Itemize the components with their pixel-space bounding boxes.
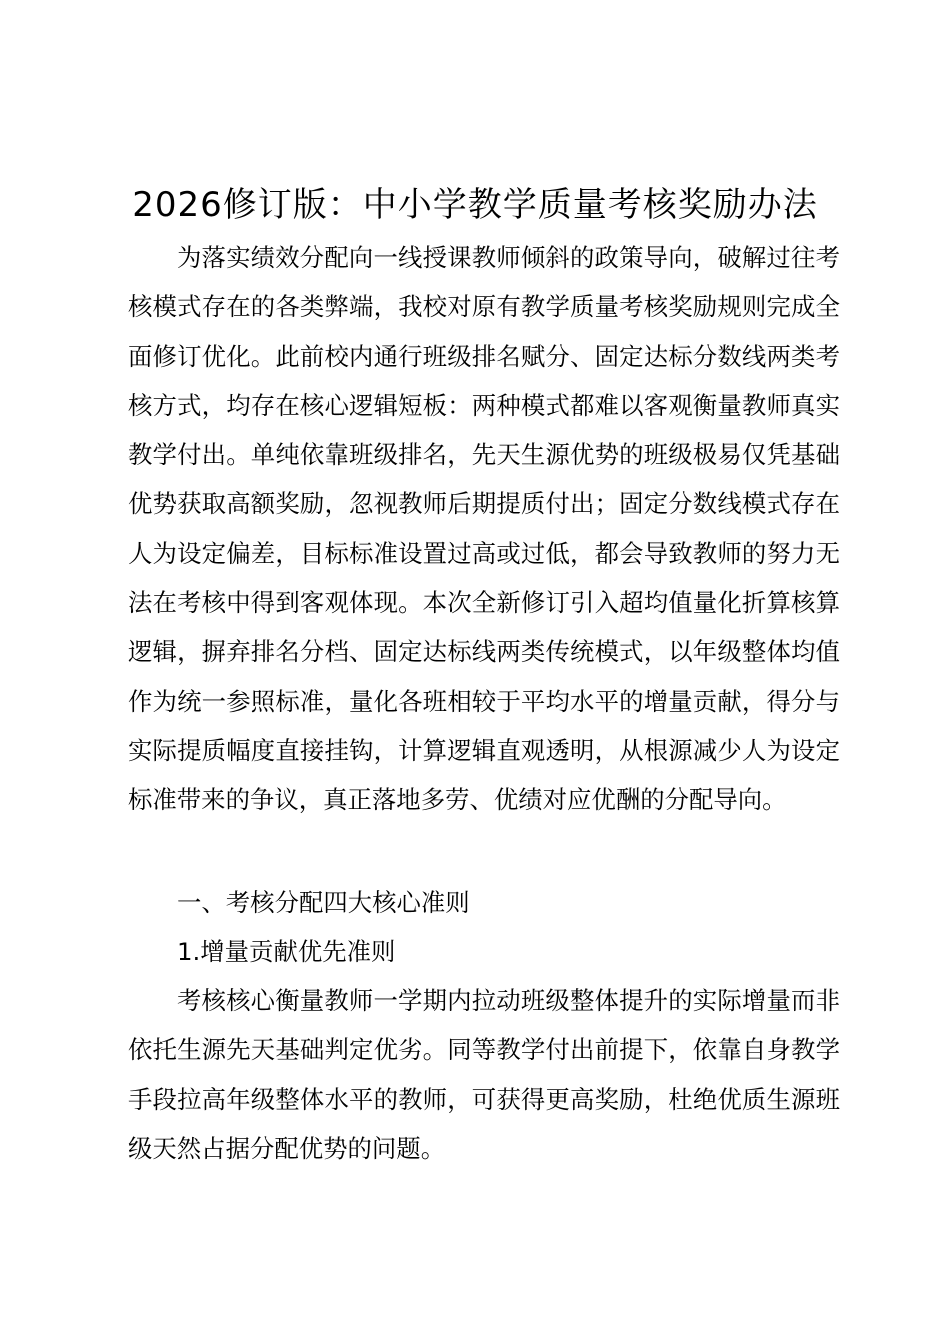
intro-paragraph: 为落实绩效分配向一线授课教师倾斜的政策导向，破解过往考核模式存在的各类弊端，我校对原有教学质量考核奖励规则完成全面修订优化。此前校内通行班级排名赋分、固定达标分数线两类考核方式，均存在核心逻辑短板：两种模式都难以客观衡量教师真实教学付出。单纯依靠班级排名，先天生源优势的班级极易仅凭基础优势获取高额奖励，忽视教师后期提质付出；固定分数线模式存在人为设定偏差，目标标准设置过高或过低，都会导致教师的努力无法在考核中得到客观体现。本次全新修订引入超均值量化折算核算逻辑，摒弃排名分档、固定达标线两类传统模式，以年级整体均值作为统一参照标准，量化各班相较于平均水平的增量贡献，得分与实际提质幅度直接挂钩，计算逻辑直观透明，从根源减少人为设定标准带来的争议，真正落地多劳、优绩对应优酬的分配导向。 xyxy=(128,243,840,815)
subsection-paragraph: 考核核心衡量教师一学期内拉动班级整体提升的实际增量而非依托生源先天基础判定优劣。同等教学付出前提下，依靠自身教学手段拉高年级整体水平的教师，可获得更高奖励，杜绝优质生源班级天然占据分配优势的问题。 xyxy=(128,986,840,1163)
section-heading: 一、考核分配四大核心准则 xyxy=(177,888,470,917)
subsection-heading: 1.增量贡献优先准则 xyxy=(177,937,396,966)
document-title: 2026修订版：中小学教学质量考核奖励办法 xyxy=(132,185,818,225)
